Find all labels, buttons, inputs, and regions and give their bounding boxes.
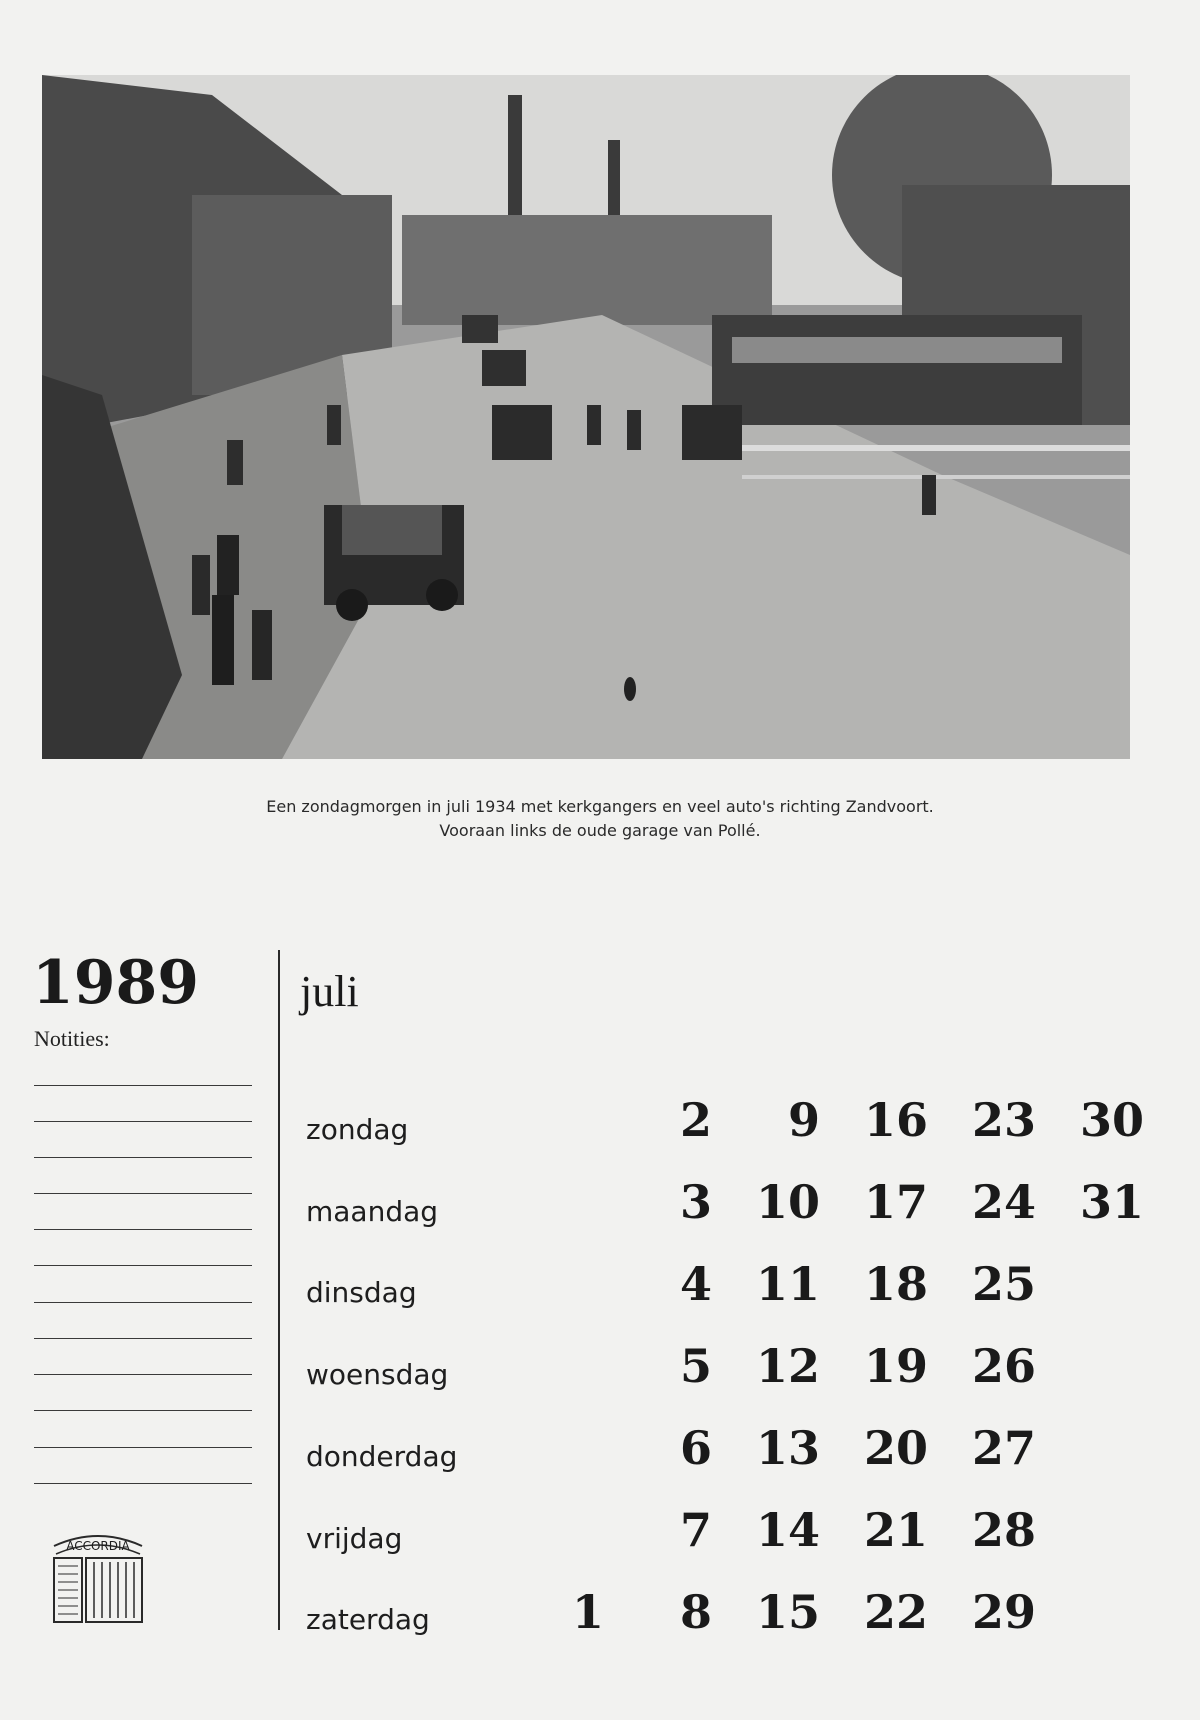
notes-label: Notities: bbox=[34, 1026, 110, 1051]
street-scene-image bbox=[42, 75, 1130, 759]
logo-text: ACCORDIA bbox=[66, 1539, 130, 1553]
date-cell: 23 bbox=[971, 1093, 1036, 1147]
date-cell: 22 bbox=[863, 1585, 928, 1639]
date-cell: 8 bbox=[679, 1585, 712, 1639]
date-cell: 21 bbox=[863, 1503, 928, 1557]
date-cell: 29 bbox=[971, 1585, 1036, 1639]
note-line[interactable] bbox=[34, 1410, 252, 1411]
note-line[interactable] bbox=[34, 1121, 252, 1122]
day-name-woensdag: woensdag bbox=[306, 1358, 449, 1391]
date-cell: 13 bbox=[755, 1421, 820, 1475]
date-cell: 14 bbox=[755, 1503, 820, 1557]
photo-caption bbox=[0, 795, 1200, 843]
date-cell: 16 bbox=[863, 1093, 928, 1147]
day-name-maandag: maandag bbox=[306, 1195, 439, 1228]
date-cell: 2 bbox=[679, 1093, 712, 1147]
date-cell: 25 bbox=[971, 1257, 1036, 1311]
date-cell: 30 bbox=[1079, 1093, 1144, 1147]
date-cell: 10 bbox=[755, 1175, 820, 1229]
date-cell: 9 bbox=[787, 1093, 820, 1147]
accordion-icon bbox=[46, 1524, 150, 1630]
note-line[interactable] bbox=[34, 1302, 252, 1303]
date-cell: 17 bbox=[863, 1175, 928, 1229]
date-cell: 28 bbox=[971, 1503, 1036, 1557]
date-cell: 26 bbox=[971, 1339, 1036, 1393]
date-cell: 11 bbox=[755, 1257, 820, 1311]
caption-line-2: Vooraan links de oude garage van Pollé. bbox=[439, 821, 761, 840]
year-title: 1989 bbox=[32, 948, 199, 1018]
day-name-zondag: zondag bbox=[306, 1113, 409, 1146]
note-line[interactable] bbox=[34, 1265, 252, 1266]
date-cell: 6 bbox=[679, 1421, 712, 1475]
note-line[interactable] bbox=[34, 1338, 252, 1339]
day-name-dinsdag: dinsdag bbox=[306, 1276, 417, 1309]
historic-photo bbox=[42, 75, 1130, 759]
month-title: juli bbox=[300, 967, 359, 1016]
column-divider bbox=[278, 950, 280, 1630]
caption-line-1: Een zondagmorgen in juli 1934 met kerkgangers en veel auto's richting Zandvoort. bbox=[266, 797, 934, 816]
note-line[interactable] bbox=[34, 1193, 252, 1194]
day-name-donderdag: donderdag bbox=[306, 1440, 458, 1473]
note-line[interactable] bbox=[34, 1447, 252, 1448]
date-cell: 27 bbox=[971, 1421, 1036, 1475]
date-cell: 15 bbox=[755, 1585, 820, 1639]
date-cell: 20 bbox=[863, 1421, 928, 1475]
date-cell: 12 bbox=[755, 1339, 820, 1393]
date-cell: 7 bbox=[679, 1503, 712, 1557]
note-line[interactable] bbox=[34, 1085, 252, 1086]
accordia-logo bbox=[46, 1524, 150, 1630]
day-name-zaterdag: zaterdag bbox=[306, 1603, 430, 1636]
note-line[interactable] bbox=[34, 1374, 252, 1375]
date-cell: 4 bbox=[679, 1257, 712, 1311]
note-line[interactable] bbox=[34, 1157, 252, 1158]
day-name-vrijdag: vrijdag bbox=[306, 1522, 403, 1555]
date-cell: 19 bbox=[863, 1339, 928, 1393]
date-cell: 24 bbox=[971, 1175, 1036, 1229]
note-line[interactable] bbox=[34, 1483, 252, 1484]
date-cell: 18 bbox=[863, 1257, 928, 1311]
note-line[interactable] bbox=[34, 1229, 252, 1230]
date-cell: 31 bbox=[1079, 1175, 1144, 1229]
date-cell: 3 bbox=[679, 1175, 712, 1229]
date-cell: 1 bbox=[571, 1585, 604, 1639]
date-cell: 5 bbox=[679, 1339, 712, 1393]
